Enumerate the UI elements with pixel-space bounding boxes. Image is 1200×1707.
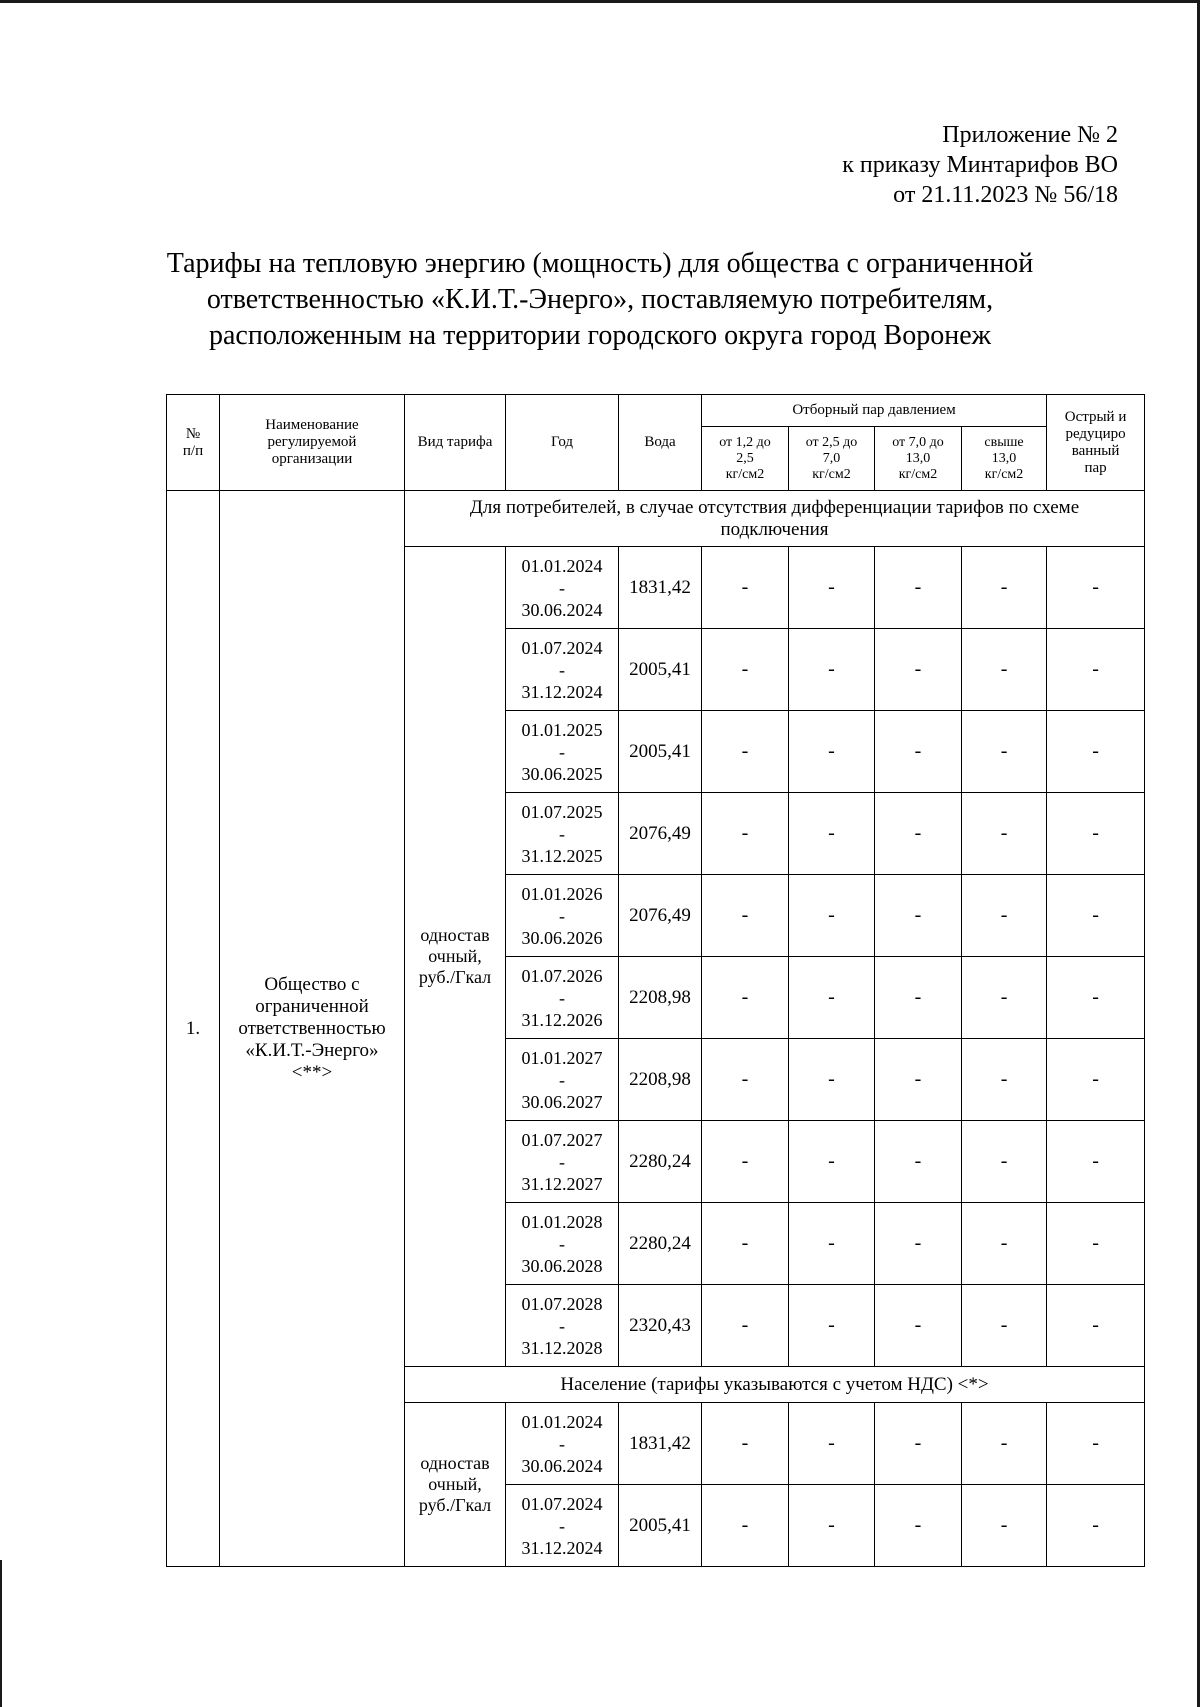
steam-value-s1: -: [702, 1039, 789, 1121]
steam-value-s1: -: [702, 793, 789, 875]
header-steam-4: свыше 13,0 кг/см2: [962, 427, 1047, 491]
header-steam-group: Отборный пар давлением: [702, 395, 1047, 427]
row-number: 1.: [167, 491, 220, 1567]
steam-value-s1: -: [702, 629, 789, 711]
steam-value-sharp: -: [1047, 1121, 1145, 1203]
steam-value-sharp: -: [1047, 875, 1145, 957]
header-tariff-type: Вид тарифа: [405, 395, 506, 491]
steam-value-s2: -: [789, 1403, 875, 1485]
steam-value-sharp: -: [1047, 1403, 1145, 1485]
period-cell: 01.01.2026 - 30.06.2026: [506, 875, 619, 957]
steam-value-sharp: -: [1047, 547, 1145, 629]
tariff-kind-cell: одностав очный, руб./Гкал: [405, 1403, 506, 1567]
appendix-line-3: от 21.11.2023 № 56/18: [893, 182, 1118, 208]
steam-value-sharp: -: [1047, 1485, 1145, 1567]
steam-value-s4: -: [962, 957, 1047, 1039]
steam-value-s3: -: [875, 711, 962, 793]
water-value: 2005,41: [619, 711, 702, 793]
header-steam-3: от 7,0 до 13,0 кг/см2: [875, 427, 962, 491]
period-cell: 01.07.2025 - 31.12.2025: [506, 793, 619, 875]
steam-value-s3: -: [875, 629, 962, 711]
steam-value-s1: -: [702, 1403, 789, 1485]
steam-value-s4: -: [962, 1403, 1047, 1485]
water-value: 1831,42: [619, 1403, 702, 1485]
steam-value-s3: -: [875, 793, 962, 875]
header-steam-2: от 2,5 до 7,0 кг/см2: [789, 427, 875, 491]
steam-value-s3: -: [875, 1039, 962, 1121]
water-value: 1831,42: [619, 547, 702, 629]
steam-value-s4: -: [962, 547, 1047, 629]
period-cell: 01.01.2024 - 30.06.2024: [506, 1403, 619, 1485]
steam-value-sharp: -: [1047, 1039, 1145, 1121]
table-body: [167, 491, 1145, 1567]
water-value: 2076,49: [619, 793, 702, 875]
scan-edge-top: [0, 0, 1200, 3]
document-title: [150, 246, 1050, 354]
steam-value-s3: -: [875, 957, 962, 1039]
header-number: № п/п: [167, 395, 220, 491]
steam-value-s3: -: [875, 1485, 962, 1567]
period-cell: 01.07.2024 - 31.12.2024: [506, 1485, 619, 1567]
steam-value-s2: -: [789, 793, 875, 875]
steam-value-s1: -: [702, 957, 789, 1039]
section-1-title: Для потребителей, в случае отсутствия дифференциации тарифов по схеме подключения: [405, 491, 1145, 547]
section-1-title-row: [167, 491, 1145, 547]
header-row-1: [167, 395, 1145, 427]
steam-value-s3: -: [875, 547, 962, 629]
water-value: 2005,41: [619, 1485, 702, 1567]
scan-edge-left: [0, 1560, 2, 1707]
steam-value-s2: -: [789, 547, 875, 629]
appendix-reference: [842, 120, 1118, 210]
header-steam-1: от 1,2 до 2,5 кг/см2: [702, 427, 789, 491]
water-value: 2208,98: [619, 957, 702, 1039]
steam-value-s3: -: [875, 1285, 962, 1367]
water-value: 2320,43: [619, 1285, 702, 1367]
steam-value-sharp: -: [1047, 629, 1145, 711]
steam-value-s4: -: [962, 711, 1047, 793]
period-cell: 01.01.2024 - 30.06.2024: [506, 547, 619, 629]
header-organization: Наименование регулируемой организации: [220, 395, 405, 491]
organization-name: Общество с ограниченной ответственностью «К.И.Т.-Энерго» <**>: [220, 491, 405, 1567]
water-value: 2076,49: [619, 875, 702, 957]
steam-value-s2: -: [789, 957, 875, 1039]
steam-value-s2: -: [789, 711, 875, 793]
steam-value-s3: -: [875, 1403, 962, 1485]
tariff-table: [166, 394, 1145, 1567]
appendix-line-1: Приложение № 2: [942, 122, 1118, 148]
steam-value-s2: -: [789, 1485, 875, 1567]
steam-value-s2: -: [789, 1039, 875, 1121]
steam-value-s3: -: [875, 1121, 962, 1203]
header-year: Год: [506, 395, 619, 491]
period-cell: 01.07.2024 - 31.12.2024: [506, 629, 619, 711]
steam-value-s4: -: [962, 629, 1047, 711]
period-cell: 01.01.2025 - 30.06.2025: [506, 711, 619, 793]
steam-value-s1: -: [702, 711, 789, 793]
steam-value-s3: -: [875, 1203, 962, 1285]
steam-value-sharp: -: [1047, 711, 1145, 793]
steam-value-s2: -: [789, 1285, 875, 1367]
period-cell: 01.01.2027 - 30.06.2027: [506, 1039, 619, 1121]
steam-value-sharp: -: [1047, 1285, 1145, 1367]
steam-value-s1: -: [702, 1285, 789, 1367]
steam-value-sharp: -: [1047, 1203, 1145, 1285]
steam-value-s2: -: [789, 1203, 875, 1285]
steam-value-s2: -: [789, 1121, 875, 1203]
title-line-3: расположенным на территории городского округа город Воронеж: [209, 320, 991, 351]
steam-value-s4: -: [962, 1039, 1047, 1121]
water-value: 2005,41: [619, 629, 702, 711]
steam-value-s4: -: [962, 1485, 1047, 1567]
steam-value-s2: -: [789, 875, 875, 957]
period-cell: 01.07.2028 - 31.12.2028: [506, 1285, 619, 1367]
steam-value-s1: -: [702, 547, 789, 629]
section-2-title: Население (тарифы указываются с учетом НДС) <*>: [405, 1367, 1145, 1403]
period-cell: 01.07.2026 - 31.12.2026: [506, 957, 619, 1039]
steam-value-s1: -: [702, 1485, 789, 1567]
steam-value-s1: -: [702, 875, 789, 957]
steam-value-s1: -: [702, 1121, 789, 1203]
header-sharp-steam: Острый и редуциро ванный пар: [1047, 395, 1145, 491]
steam-value-s4: -: [962, 1121, 1047, 1203]
steam-value-s2: -: [789, 629, 875, 711]
steam-value-s3: -: [875, 875, 962, 957]
water-value: 2208,98: [619, 1039, 702, 1121]
steam-value-s1: -: [702, 1203, 789, 1285]
title-line-1: Тарифы на тепловую энергию (мощность) для общества с ограниченной: [166, 248, 1034, 279]
water-value: 2280,24: [619, 1121, 702, 1203]
tariff-kind-cell: одностав очный, руб./Гкал: [405, 547, 506, 1367]
steam-value-s4: -: [962, 793, 1047, 875]
water-value: 2280,24: [619, 1203, 702, 1285]
period-cell: 01.01.2028 - 30.06.2028: [506, 1203, 619, 1285]
title-line-2: ответственностью «К.И.Т.-Энерго», поставляемую потребителям,: [206, 284, 994, 315]
header-water: Вода: [619, 395, 702, 491]
steam-value-s4: -: [962, 1285, 1047, 1367]
steam-value-s4: -: [962, 875, 1047, 957]
steam-value-s4: -: [962, 1203, 1047, 1285]
period-cell: 01.07.2027 - 31.12.2027: [506, 1121, 619, 1203]
steam-value-sharp: -: [1047, 957, 1145, 1039]
appendix-line-2: к приказу Минтарифов ВО: [842, 152, 1118, 178]
steam-value-sharp: -: [1047, 793, 1145, 875]
